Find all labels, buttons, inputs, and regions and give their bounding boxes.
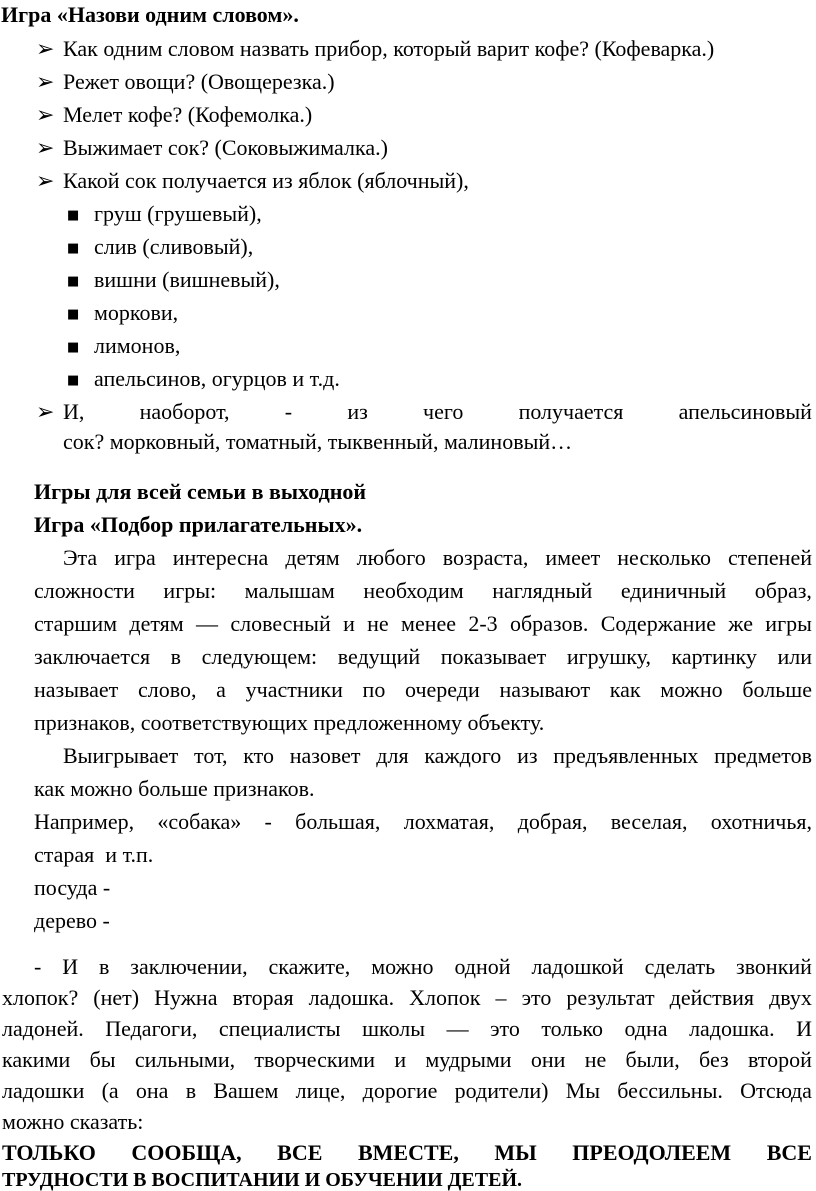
word: в: [170, 644, 182, 669]
word: сильными,: [134, 1047, 236, 1072]
word: ладошкой: [531, 954, 624, 979]
word: наоборот,: [139, 399, 230, 424]
arrow-bullet-icon: ➢: [36, 103, 55, 128]
sub-list-item: слив (сливовый),: [94, 234, 254, 259]
word: кто: [243, 743, 275, 768]
game2-title: Игра «Подбор прилагательных».: [34, 512, 363, 537]
word: больше: [742, 677, 812, 702]
sub-list-item: лимонов,: [94, 333, 181, 358]
word: лохматая,: [403, 809, 495, 834]
word: «собака»: [157, 809, 242, 834]
word: следующем:: [201, 644, 318, 669]
word: любого: [356, 545, 426, 570]
word: игрушку,: [566, 644, 651, 669]
word: добрая,: [517, 809, 588, 834]
closing-line: [2, 1080, 812, 1102]
word: веселая,: [610, 809, 688, 834]
word: И,: [63, 399, 85, 424]
square-bullet-icon: ■: [67, 274, 80, 289]
word: Педагоги,: [105, 1016, 198, 1041]
word: же: [728, 611, 753, 636]
word: из: [347, 399, 368, 424]
word: не: [367, 611, 389, 636]
list-item: Мелет кофе? (Кофемолка.): [63, 102, 313, 127]
word: не: [584, 1047, 607, 1072]
word: Отсюда: [740, 1078, 812, 1103]
word: вторая: [232, 985, 294, 1010]
word: несколько: [617, 545, 711, 570]
paragraph-line: [34, 646, 812, 668]
word: И: [62, 954, 79, 979]
word: степеней: [728, 545, 812, 570]
word: тот,: [194, 743, 228, 768]
word: родители): [454, 1078, 549, 1103]
sub-list-item: апельсинов, огурцов и т.д.: [94, 366, 340, 391]
word: называет: [34, 677, 119, 702]
word: ВСЕ: [277, 1140, 323, 1165]
sub-list-item: вишни (вишневый),: [94, 267, 280, 292]
word: (нет): [93, 985, 140, 1010]
word: Нужна: [154, 985, 218, 1010]
word: ВМЕСТЕ,: [357, 1140, 459, 1165]
list-item: Выжимает сок? (Соковыжималка.): [63, 135, 388, 160]
word: сделать: [644, 954, 716, 979]
word: показывает: [440, 644, 547, 669]
word: ведущий: [337, 644, 421, 669]
word: творческими: [254, 1047, 376, 1072]
section-heading: Игры для всей семьи в выходной: [34, 479, 367, 504]
paragraph-line-last: как можно больше признаков.: [34, 776, 315, 801]
game1-title: Игра «Назови одним словом».: [1, 2, 299, 27]
word: очереди: [405, 677, 480, 702]
word: в: [99, 954, 110, 979]
word: хлопок?: [2, 985, 79, 1010]
word: Мы: [565, 1078, 601, 1103]
paragraph-line-last: признаков, соответствующих предложенному объекту.: [34, 710, 545, 735]
word: охотничья,: [710, 809, 812, 834]
word: это: [490, 1016, 520, 1041]
word: называют: [499, 677, 591, 702]
word: сложности: [34, 578, 135, 603]
word: Содержание: [600, 611, 716, 636]
list-item: Как одним словом назвать прибор, который варит кофе? (Кофеварка.): [63, 36, 715, 61]
word: ТОЛЬКО: [2, 1140, 96, 1165]
word: большая,: [295, 809, 381, 834]
word: детям: [129, 611, 184, 636]
word: как: [609, 677, 641, 702]
word: бессильны.: [617, 1078, 723, 1103]
word: игра: [114, 545, 156, 570]
closing-line: [2, 987, 812, 1009]
example-posuda: посуда -: [34, 875, 111, 900]
word: предметов: [714, 743, 812, 768]
word: это: [521, 985, 552, 1010]
word: слово,: [137, 677, 197, 702]
word: Эта: [63, 545, 98, 570]
word: интересна: [172, 545, 269, 570]
word: старшим: [34, 611, 118, 636]
paragraph-line: [34, 580, 812, 602]
word: звонкий: [736, 954, 812, 979]
word: и: [394, 1047, 407, 1072]
arrow-bullet-icon: ➢: [36, 70, 55, 95]
word: -: [264, 809, 272, 834]
word: мудрыми: [425, 1047, 512, 1072]
word: без: [699, 1047, 729, 1072]
word: менее: [401, 611, 457, 636]
word: участники: [245, 677, 343, 702]
word: они: [530, 1047, 566, 1072]
word: получается: [518, 399, 624, 424]
word: МЫ: [494, 1140, 537, 1165]
word: игры:: [163, 578, 217, 603]
word: 2-3: [468, 611, 498, 636]
closing-line: [2, 1018, 812, 1040]
arrow-bullet-icon: ➢: [36, 37, 55, 62]
word: можно: [371, 954, 434, 979]
square-bullet-icon: ■: [67, 307, 80, 322]
word: двух: [769, 985, 812, 1010]
slogan-line-last: ТРУДНОСТИ В ВОСПИТАНИИ И ОБУЧЕНИИ ДЕТЕЙ.: [2, 1169, 522, 1191]
word: —: [446, 1016, 469, 1041]
word: специалисты: [218, 1016, 341, 1041]
word: ладошка.: [689, 1016, 775, 1041]
word: образ,: [754, 578, 812, 603]
word: одной: [454, 954, 511, 979]
word: заключается: [34, 644, 151, 669]
square-bullet-icon: ■: [67, 373, 80, 388]
word: Выигрывает: [63, 743, 179, 768]
word: дорогие: [362, 1078, 438, 1103]
word: можно: [660, 677, 723, 702]
paragraph-line: [34, 613, 812, 635]
sub-list-item: моркови,: [94, 300, 179, 325]
arrow-bullet-icon: ➢: [36, 136, 55, 161]
word: или: [777, 644, 812, 669]
word: заключении,: [130, 954, 248, 979]
word: какими: [2, 1047, 71, 1072]
word: чего: [423, 399, 464, 424]
word: образов.: [509, 611, 589, 636]
word: (а: [101, 1078, 119, 1103]
word: апельсиновый: [678, 399, 812, 424]
word: Например,: [34, 809, 135, 834]
word: СООБЩА,: [131, 1140, 242, 1165]
word: игры: [765, 611, 812, 636]
word: ПРЕОДОЛЕЕМ: [572, 1140, 732, 1165]
word: ладошка.: [308, 985, 395, 1010]
word: наглядный: [492, 578, 593, 603]
list-item-last-line1: [63, 401, 812, 423]
word: действия: [669, 985, 755, 1010]
word: Хлопок: [409, 985, 481, 1010]
word: картинку: [671, 644, 757, 669]
closing-line: [2, 1049, 812, 1071]
arrow-bullet-icon: ➢: [36, 400, 55, 425]
word: каждого: [424, 743, 502, 768]
paragraph-line: [63, 745, 812, 767]
word: для: [376, 743, 409, 768]
arrow-bullet-icon: ➢: [36, 169, 55, 194]
word: школы: [362, 1016, 426, 1041]
word: -: [34, 954, 42, 979]
slogan-line: [2, 1142, 812, 1164]
word: из: [517, 743, 538, 768]
paragraph-line: [63, 547, 812, 569]
word: она: [135, 1078, 169, 1103]
word: детям: [285, 545, 340, 570]
word: результат: [566, 985, 655, 1010]
word: имеет: [545, 545, 601, 570]
word: словесный: [230, 611, 331, 636]
word: предъявленных: [553, 743, 699, 768]
sub-list-item: груш (грушевый),: [94, 201, 262, 226]
list-item: Режет овощи? (Овощерезка.): [63, 69, 335, 94]
example-line: [34, 811, 812, 833]
word: ВСЕ: [766, 1140, 812, 1165]
word: ладошки: [2, 1078, 85, 1103]
word: в: [185, 1078, 197, 1103]
list-item: Какой сок получается из яблок (яблочный),: [63, 168, 469, 193]
word: а: [216, 677, 226, 702]
word: И: [796, 1016, 812, 1041]
word: были,: [625, 1047, 680, 1072]
closing-line-last: можно сказать:: [2, 1109, 144, 1134]
list-item-last-line2: сок? морковный, томатный, тыквенный, малиновый…: [63, 429, 573, 454]
word: назовет: [289, 743, 361, 768]
word: второй: [747, 1047, 812, 1072]
word: -: [284, 399, 293, 424]
word: малышам: [244, 578, 335, 603]
word: —: [196, 611, 219, 636]
word: ладоней.: [2, 1016, 84, 1041]
word: возраста,: [442, 545, 529, 570]
word: лице,: [295, 1078, 346, 1103]
square-bullet-icon: ■: [67, 241, 80, 256]
word: необходим: [363, 578, 464, 603]
word: –: [495, 985, 507, 1010]
square-bullet-icon: ■: [67, 340, 80, 355]
word: скажите,: [268, 954, 351, 979]
example-line-last: старая и т.п.: [34, 842, 154, 867]
word: и: [343, 611, 355, 636]
word: единичный: [620, 578, 727, 603]
paragraph-line: [34, 679, 812, 701]
closing-line: [34, 956, 812, 978]
example-derevo: дерево -: [34, 908, 110, 933]
square-bullet-icon: ■: [67, 208, 80, 223]
word: только: [541, 1016, 603, 1041]
word: бы: [89, 1047, 116, 1072]
word: по: [362, 677, 386, 702]
word: Вашем: [213, 1078, 279, 1103]
word: одна: [624, 1016, 668, 1041]
